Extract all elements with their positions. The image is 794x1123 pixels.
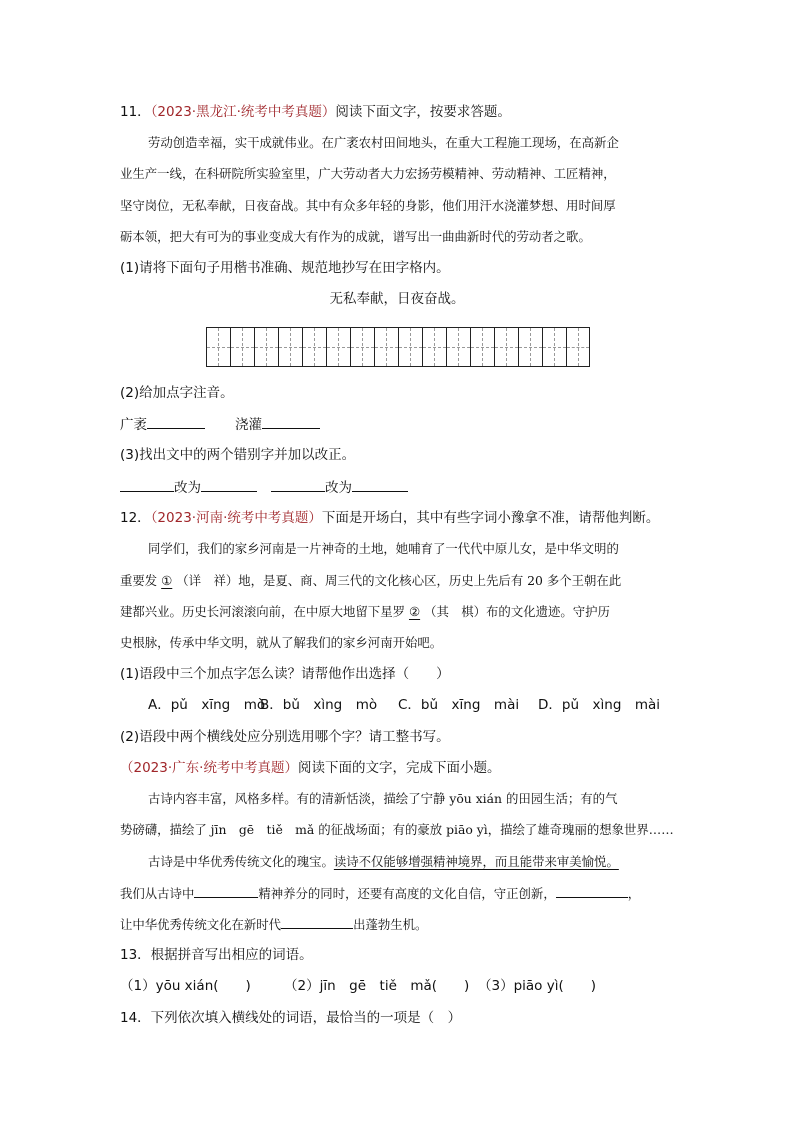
gaiwei-label: 改为: [174, 480, 201, 496]
q12-passage-line-1: 同学们，我们的家乡河南是一片神奇的土地，她哺育了一代代中原儿女，是中华文明的: [148, 541, 619, 556]
q13-items: [120, 977, 596, 995]
q11-source: （2023·黑龙江·统考中考真题）: [150, 104, 336, 120]
word-jiaoguan: 浇灌: [235, 417, 262, 433]
answer-blank[interactable]: [194, 884, 258, 898]
q11-part2-answers: [120, 415, 320, 434]
q11-part1-prompt: (1)请将下面句子用楷书准确、规范地抄写在田字格内。: [120, 260, 450, 276]
q11-number: 11．: [120, 104, 151, 120]
option-b[interactable]: B．bǔ xìng mò: [260, 697, 378, 713]
shared-passage-line-5: [120, 915, 427, 934]
q13-prompt: 13．根据拼音写出相应的词语。: [120, 947, 313, 963]
answer-blank[interactable]: [201, 478, 257, 492]
q12-passage-line-3: [120, 603, 610, 621]
answer-blank[interactable]: [147, 415, 205, 429]
shared-passage-line-1: 古诗内容丰富，风格多样。有的清新恬淡，描绘了宁静 yōu xián 的田园生活；有的气: [148, 791, 618, 806]
gaiwei-label: 改为: [325, 480, 352, 496]
q11-passage-line-1: 劳动创造幸福，实干成就伟业。在广袤农村田间地头，在重大工程施工现场，在高新企: [148, 135, 619, 150]
q12-header: [120, 509, 659, 527]
shared-passage-text: 精神养分的同时，还要有高度的文化自信，守正创新，: [258, 886, 556, 901]
q11-passage-line-4: 砺本领，把大有可为的事业变成大有作为的成就，谱写出一曲曲新时代的劳动者之歌。: [120, 229, 591, 244]
grid-cell[interactable]: [518, 327, 542, 367]
q13-item-2[interactable]: （2）jīn gē tiě mǎ( ): [284, 978, 470, 994]
blank-marker-1[interactable]: ①: [161, 573, 173, 588]
q12-passage-text: 重要发: [120, 573, 158, 588]
answer-blank[interactable]: [120, 478, 174, 492]
q12-options: [148, 696, 660, 714]
grid-cell[interactable]: [398, 327, 422, 367]
q12-passage-line-4: 史根脉，传承中华文明，就从了解我们的家乡河南开始吧。: [120, 635, 443, 650]
q12-number: 12．: [120, 510, 151, 526]
grid-cell[interactable]: [446, 327, 470, 367]
q11-passage-line-3: 坚守岗位，无私奉献，日夜奋战。其中有众多年轻的身影，他们用汗水浇灌梦想、用时间厚: [120, 198, 616, 213]
shared-passage-line-4: [120, 884, 640, 903]
blank-marker-2[interactable]: ②: [408, 604, 421, 619]
q13-source: （2023·广东·统考中考真题）: [120, 760, 298, 776]
q12-passage-text: （详 祥）地，是夏、商、周三代的文化核心区，历史上先后有 20 多个王朝在此: [176, 573, 622, 588]
shared-passage-line-2: 势磅礴，描绘了 jīn gē tiě mǎ 的征战场面；有的豪放 piāo yì，描绘了雄奇瑰丽的想象世界……: [120, 822, 674, 837]
option-a[interactable]: A．pǔ xīng mò: [148, 697, 266, 713]
word-guangmao: 广袤: [120, 417, 147, 433]
underlined-sentence: 读诗不仅能够增强精神境界，而且能带来审美愉悦。: [333, 854, 619, 869]
q11-instruction: 阅读下面文字，按要求答题。: [335, 104, 511, 120]
grid-cell[interactable]: [374, 327, 398, 367]
shared-passage-line-3: [148, 853, 619, 871]
q13-instruction: 阅读下面的文字，完成下面小题。: [297, 760, 501, 776]
q12-part2-prompt: (2)语段中两个横线处应分别选用哪个字？请工整书写。: [120, 729, 450, 745]
shared-passage-text: 出蓬勃生机。: [353, 917, 428, 932]
answer-blank[interactable]: [281, 915, 353, 929]
grid-cell[interactable]: [470, 327, 494, 367]
q11-header: [120, 103, 511, 121]
grid-cell[interactable]: [254, 327, 278, 367]
q12-instruction: 下面是开场白，其中有些字词小豫拿不准，请帮他判断。: [321, 510, 660, 526]
grid-cell[interactable]: [542, 327, 566, 367]
q11-part3-answers: [120, 478, 408, 497]
grid-cell[interactable]: [326, 327, 350, 367]
grid-cell[interactable]: [422, 327, 446, 367]
q11-part3-prompt: (3)找出文中的两个错别字并加以改正。: [120, 447, 356, 463]
grid-cell[interactable]: [566, 327, 590, 367]
q11-copy-sentence: 无私奉献，日夜奋战。: [329, 291, 465, 307]
q12-passage-line-2: [120, 572, 621, 590]
shared-passage-text: 让中华优秀传统文化在新时代: [120, 917, 282, 932]
grid-cell[interactable]: [302, 327, 326, 367]
shared-passage-text: 古诗是中华优秀传统文化的瑰宝。: [148, 854, 334, 869]
q12-source: （2023·河南·统考中考真题）: [150, 510, 322, 526]
answer-blank[interactable]: [352, 478, 408, 492]
q13-item-3[interactable]: （3）piāo yì( ): [478, 978, 597, 994]
grid-cell[interactable]: [278, 327, 302, 367]
shared-passage-text: 我们从古诗中: [120, 886, 195, 901]
q12-passage-text: 建都兴业。历史长河滚滚向前，在中原大地留下星罗: [120, 604, 405, 619]
q13-intro-header: [120, 759, 500, 777]
q14-prompt: 14．下列依次填入横线处的词语，最恰当的一项是（ ）: [120, 1010, 462, 1026]
answer-blank[interactable]: [271, 478, 325, 492]
grid-cell[interactable]: [230, 327, 254, 367]
grid-cell[interactable]: [350, 327, 374, 367]
q13-item-1[interactable]: （1）yōu xián( ): [120, 978, 251, 994]
grid-cell[interactable]: [494, 327, 518, 367]
q12-part1-prompt: (1)语段中三个加点字怎么读？请帮他作出选择（ ）: [120, 666, 450, 682]
answer-blank[interactable]: [556, 884, 628, 898]
answer-blank[interactable]: [262, 415, 320, 429]
option-d[interactable]: D．pǔ xìng mài: [538, 697, 661, 713]
q11-part2-prompt: (2)给加点字注音。: [120, 385, 234, 401]
shared-passage-text: ，: [627, 886, 641, 901]
q11-passage-line-2: 业生产一线，在科研院所实验室里，广大劳动者大力宏扬劳模精神、劳动精神、工匠精神，: [120, 166, 616, 181]
grid-cell[interactable]: [206, 327, 230, 367]
q12-passage-text: （其 棋）布的文化遗迹。守护历: [424, 604, 610, 619]
option-c[interactable]: C．bǔ xīng mài: [398, 697, 520, 713]
tianzige-grid[interactable]: [206, 327, 590, 367]
